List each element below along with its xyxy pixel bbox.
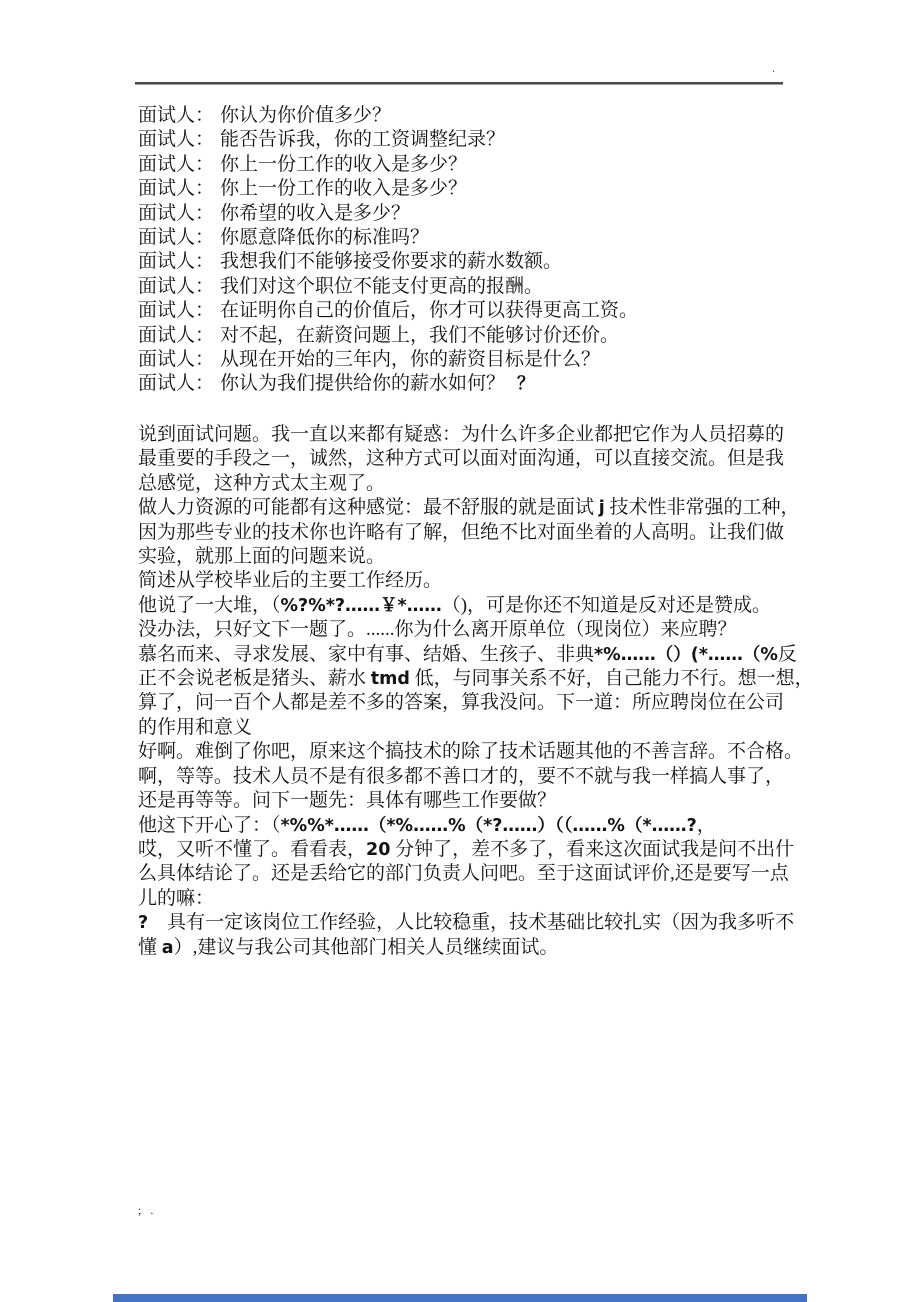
body-line (138, 423, 814, 447)
body-line (138, 667, 814, 691)
qa-speaker-label: 面试人： (138, 227, 215, 249)
text-segment: 能否告诉我，你的工资调整纪录？ (220, 129, 506, 151)
text-segment: 因为那些专业的技术你也许略有了解，但绝不比对面坐着的人高明。让我们做 (138, 521, 785, 543)
text-segment: 慕名而来、寻求发展、家中有事、结婚、生孩子、非典 (138, 643, 595, 665)
qa-speaker-label: 面试人： (138, 349, 215, 371)
text-segment: *%……（）(*……（% (594, 644, 778, 665)
text-segment: 你上一份工作的收入是多少？ (220, 153, 468, 175)
text-segment: a (161, 937, 174, 958)
text-segment: 么具体结论了。还是丢给它的部门负责人问吧。至于这面试评价,还是要写一点 (138, 863, 789, 885)
text-segment: 他说了一大堆，（ (138, 594, 281, 616)
footer-mark: ; . (138, 1203, 157, 1217)
body-line (138, 569, 814, 593)
text-segment: j (598, 498, 605, 519)
body-line (138, 618, 814, 642)
page-corner-mark: . (772, 64, 776, 75)
text-segment: 没办法，只好文下一题了。......你为什么离开原单位（现岗位）来应聘？ (138, 619, 737, 641)
text-segment: 的作用和意义 (138, 716, 253, 738)
body-line (138, 691, 814, 715)
text-segment: ， (696, 814, 716, 836)
qa-line (138, 299, 638, 323)
header-rule (135, 82, 783, 85)
text-segment: 反 (777, 643, 797, 665)
body-line (138, 716, 814, 740)
qa-speaker-label: 面试人： (138, 324, 215, 346)
text-segment: 在证明你自己的价值后，你才可以获得更高工资。 (220, 300, 639, 322)
text-segment: 正不会说老板是猪头、薪水 (138, 668, 371, 690)
text-segment: *%%*……（*%……%（*?……）（（……%（*……? (280, 815, 697, 836)
qa-speaker-label: 面试人： (138, 300, 215, 322)
text-segment: 最重要的手段之一，诚然，这种方式可以面对面沟通，可以直接交流。但是我 (138, 448, 785, 470)
qa-speaker-label: 面试人： (138, 202, 215, 224)
text-segment: tmd (370, 669, 410, 690)
qa-speaker-label: 面试人： (138, 178, 215, 200)
qa-speaker-label: 面试人： (138, 275, 215, 297)
interviewer-questions-block (138, 104, 638, 397)
body-line (138, 911, 814, 935)
text-segment: ？ (517, 374, 535, 395)
text-segment: 技术性非常强的工种， (604, 497, 800, 519)
qa-line (138, 275, 638, 299)
body-line (138, 594, 814, 618)
text-segment: 你认为你价值多少？ (220, 105, 392, 126)
text-segment: 低，与同事关系不好，自己能力不行。想一想， (409, 668, 814, 690)
qa-speaker-label: 面试人： (138, 153, 215, 175)
text-segment: 你上一份工作的收入是多少？ (220, 178, 468, 200)
text-segment: 算了，问一百个人都是差不多的答案，算我没问。下一道：所应聘岗位在公司 (138, 692, 785, 714)
qa-speaker-label: 面试人： (138, 129, 215, 151)
qa-line (138, 128, 638, 152)
text-segment: 你希望的收入是多少？ (220, 202, 411, 224)
body-line (138, 521, 814, 545)
qa-line (138, 226, 638, 250)
body-line (138, 789, 814, 813)
text-segment: 啊，等等。技术人员不是有很多都不善口才的，要不不就与我一样搞人事了， (138, 765, 785, 787)
text-segment: 总感觉，这种方式太主观了。 (138, 472, 386, 494)
qa-speaker-label: 面试人： (138, 251, 215, 273)
text-segment: 还是再等等。问下一题先：具体有哪些工作要做？ (138, 790, 557, 812)
text-segment: 我想我们不能够接受你要求的薪水数额。 (220, 251, 563, 273)
text-segment: 实验，就那上面的问题来说。 (138, 546, 386, 568)
qa-line (138, 372, 638, 396)
text-segment: 儿的嘛： (138, 887, 215, 909)
text-segment: （)，可是你还不知道是反对还是赞成。 (441, 594, 772, 616)
body-line (138, 472, 814, 496)
qa-line (138, 202, 638, 226)
body-line (138, 862, 814, 886)
text-segment: 懂 (138, 936, 162, 958)
text-segment: ）,建议与我公司其他部门相关人员继续面试。 (173, 936, 559, 958)
text-segment: 从现在开始的三年内，你的薪资目标是什么？ (220, 349, 601, 371)
qa-line (138, 250, 638, 274)
bottom-scrollbar[interactable] (113, 1294, 807, 1302)
text-segment: %?%*?……￥*…… (280, 595, 442, 616)
commentary-text-block (138, 423, 814, 960)
body-line (138, 887, 814, 911)
body-line (138, 496, 814, 520)
text-segment: 好啊。难倒了你吧，原来这个搞技术的除了技术话题其他的不善言辞。不合格。 (138, 741, 804, 763)
body-line (138, 643, 814, 667)
body-line (138, 936, 814, 960)
body-line (138, 447, 814, 471)
qa-line (138, 104, 638, 128)
qa-line (138, 153, 638, 177)
body-line (138, 545, 814, 569)
text-segment: 你认为我们提供给你的薪水如何？ (220, 373, 506, 395)
qa-speaker-label: 面试人： (138, 105, 215, 126)
qa-line (138, 324, 638, 348)
body-line (138, 765, 814, 789)
body-line (138, 740, 814, 764)
text-segment: 哎，又听不懂了。看看表， (138, 838, 367, 860)
qa-line (138, 348, 638, 372)
text-segment: 说到面试问题。我一直以来都有疑惑：为什么许多企业都把它作为人员招募的 (138, 424, 785, 445)
text-segment: ? (138, 913, 149, 934)
text-segment: 做人力资源的可能都有这种感觉：最不舒服的就是面试 (138, 497, 599, 519)
qa-line (138, 177, 638, 201)
text-segment: 20 (366, 839, 391, 860)
body-line (138, 814, 814, 838)
text-segment: 我们对这个职位不能支付更高的报酬。 (220, 275, 544, 297)
body-line (138, 838, 814, 862)
text-segment: 简述从学校毕业后的主要工作经历。 (138, 570, 443, 592)
text-segment: 你愿意降低你的标准吗？ (220, 227, 430, 249)
text-segment: 他这下开心了：（ (138, 814, 281, 836)
qa-speaker-label: 面试人： (138, 373, 215, 395)
text-segment: 对不起，在薪资问题上，我们不能够讨价还价。 (220, 324, 620, 346)
text-segment: 分钟了，差不多了，看来这次面试我是问不出什 (390, 838, 795, 860)
text-segment: 具有一定该岗位工作经验，人比较稳重，技术基础比较扎实（因为我多听不 (148, 912, 795, 934)
